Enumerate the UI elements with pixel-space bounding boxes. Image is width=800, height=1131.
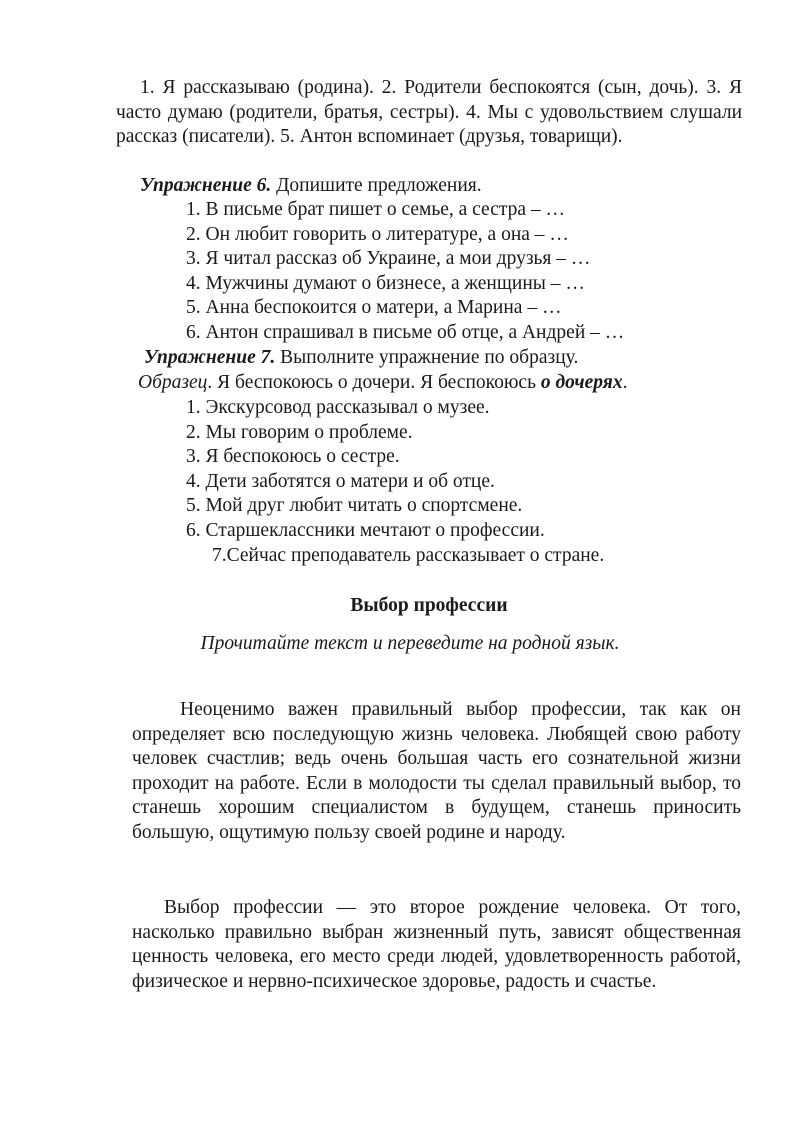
exercise-7-label: Упражнение 7. bbox=[144, 347, 276, 368]
exercise-7-heading bbox=[144, 346, 764, 371]
exercise-7-sample bbox=[138, 371, 778, 396]
list-item: 3. Я беспокоюсь о сестре. bbox=[186, 446, 400, 468]
exercise-7-instruction: Выполните упражнение по образцу. bbox=[275, 347, 579, 368]
list-item: 5. Анна беспокоится о матери, а Марина – … bbox=[186, 297, 562, 319]
list-item: 5. Мой друг любит читать о спортсмене. bbox=[186, 495, 523, 517]
sample-answer: о дочерях bbox=[540, 372, 623, 393]
list-item: 4. Мужчины думают о бизнесе, а женщины – … bbox=[186, 272, 585, 294]
exercise-6-instruction: Допишите предложения. bbox=[271, 175, 482, 196]
sample-label: Образец bbox=[138, 372, 208, 393]
list-item: 2. Мы говорим о проблеме. bbox=[186, 421, 413, 443]
intro-paragraph: 1. Я рассказываю (родина). 2. Родители беспокоятся (сын, дочь). 3. Я часто думаю (родители, братья, сестры). 4. Мы с удовольствием слушали рассказ (писатели). 5. Антон вспоминает (друзья, товарищи). bbox=[116, 77, 742, 148]
section-task: Прочитайте текст и переведите на родной язык. bbox=[200, 633, 620, 654]
section-title: Выбор профессии bbox=[350, 595, 508, 616]
exercise-6-label: Упражнение 6. bbox=[140, 175, 272, 196]
sample-text: . Я беспокоюсь о дочери. Я беспокоюсь bbox=[207, 372, 541, 393]
list-item: 6. Старшеклассники мечтают о профессии. bbox=[186, 519, 545, 541]
list-item: 4. Дети заботятся о матери и об отце. bbox=[186, 470, 495, 492]
list-item: 1. Экскурсовод рассказывал о музее. bbox=[186, 397, 490, 418]
text-paragraph-2: Выбор профессии — это второе рождение человека. От того, насколько правильно выбран жизненный путь, зависят общественная ценность человека, его место среди людей, удовлетворенность работой, физическое и нервно-психическое здоровье, радость и счастье. bbox=[132, 897, 741, 992]
text-paragraph-1: Неоценимо важен правильный выбор профессии, так как он определяет всю последующую жизнь человека. Любящей свою работу человек счастлив; ведь очень большая часть его сознательной жизни проходит на работе. Если в молодости ты сделал правильный выбор, то станешь хорошим специалистом в будущем, станешь приносить большую, ощутимую пользу своей родине и народу. bbox=[132, 699, 741, 843]
list-item: 1. В письме брат пишет о семье, а сестра – … bbox=[186, 199, 566, 220]
sample-end: . bbox=[622, 372, 628, 393]
exercise-6-heading bbox=[140, 174, 760, 199]
list-item: 3. Я читал рассказ об Украине, а мои друзья – … bbox=[186, 248, 591, 270]
exercise-7-list bbox=[186, 396, 746, 544]
list-item: 2. Он любит говорить о литературе, а она – … bbox=[186, 223, 569, 245]
exercise-6-list bbox=[186, 198, 746, 346]
list-item: 6. Антон спрашивал в письме об отце, а Андрей – … bbox=[186, 321, 625, 343]
list-item: 7.Сейчас преподаватель рассказывает о стране. bbox=[212, 545, 605, 566]
